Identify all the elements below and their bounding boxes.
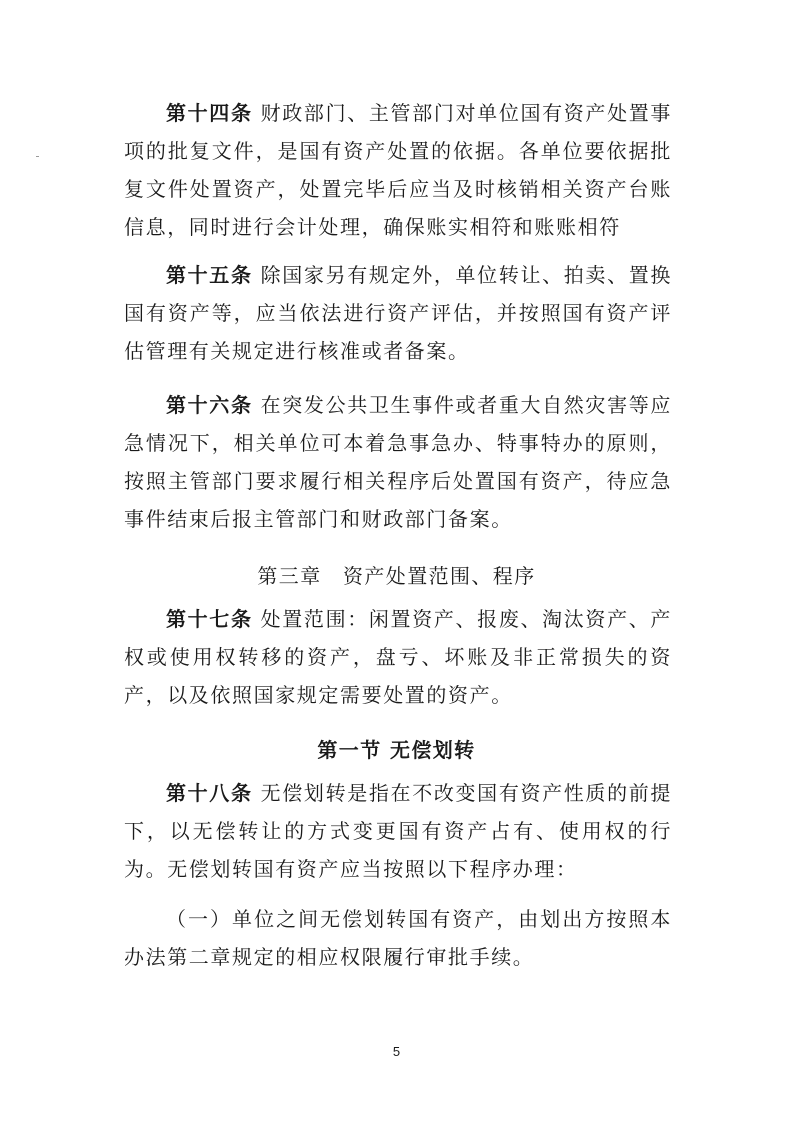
item-1-paragraph xyxy=(124,900,672,976)
article-17-label: 第十七条 xyxy=(166,607,253,631)
article-15-label: 第十五条 xyxy=(166,263,253,287)
article-18-label: 第十八条 xyxy=(166,781,253,805)
item-1-text: （一）单位之间无偿划转国有资产，由划出方按照本办法第二章规定的相应权限履行审批手续。 xyxy=(124,907,672,969)
article-14-paragraph xyxy=(124,94,672,246)
chapter-heading: 第三章 资产处置范围、程序 xyxy=(257,564,536,588)
article-16-label: 第十六条 xyxy=(166,393,253,417)
article-18-text: 无偿划转是指在不改变国有资产性质的前提下，以无偿转让的方式变更国有资产占有、使用权的行为。无偿划转国有资产应当按照以下程序办理： xyxy=(124,781,672,881)
article-17-paragraph xyxy=(124,600,672,714)
scan-speck xyxy=(36,156,39,157)
section-heading: 第一节 无偿划转 xyxy=(317,738,476,762)
article-17-text: 处置范围：闲置资产、报废、淘汰资产、产权或使用权转移的资产，盘亏、坏账及非正常损失的资产，以及依照国家规定需要处置的资产。 xyxy=(124,607,672,707)
article-14-text: 财政部门、主管部门对单位国有资产处置事项的批复文件，是国有资产处置的依据。各单位要依据批复文件处置资产，处置完毕后应当及时核销相关资产台账信息，同时进行会计处理，确保账实相符和账账相符 xyxy=(124,101,672,239)
article-15-paragraph xyxy=(124,256,672,370)
article-15-text: 除国家另有规定外，单位转让、拍卖、置换国有资产等，应当依法进行资产评估，并按照国有资产评估管理有关规定进行核准或者备案。 xyxy=(124,263,672,363)
article-14-label: 第十四条 xyxy=(166,101,253,125)
article-16-text: 在突发公共卫生事件或者重大自然灾害等应急情况下，相关单位可本着急事急办、特事特办的原则，按照主管部门要求履行相关程序后处置国有资产，待应急事件结束后报主管部门和财政部门备案。 xyxy=(124,393,672,531)
page-number: 5 xyxy=(392,1044,401,1059)
article-18-paragraph xyxy=(124,774,672,888)
article-16-paragraph xyxy=(124,386,672,538)
